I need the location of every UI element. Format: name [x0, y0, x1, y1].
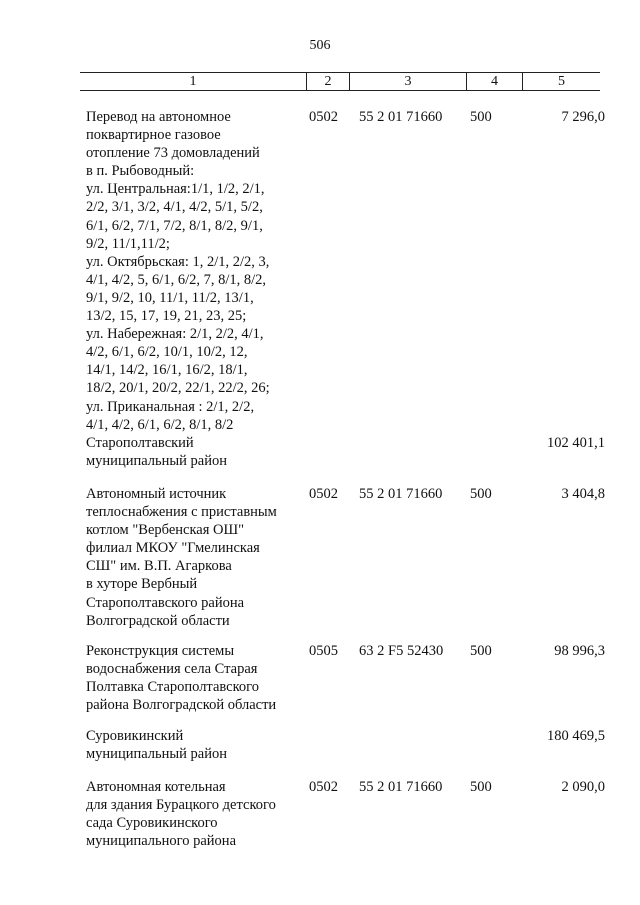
row-target-code: 63 2 F5 52430 — [359, 643, 444, 659]
column-header-2: 2 — [307, 73, 350, 90]
row-target-code: 55 2 01 71660 — [359, 486, 443, 502]
row-section-code: 0502 — [309, 109, 338, 125]
row-section-code: 0502 — [309, 486, 338, 502]
row-amount: 180 469,5 — [547, 728, 605, 744]
row-amount: 3 404,8 — [561, 486, 605, 502]
row-expense-type: 500 — [470, 109, 492, 125]
column-header-5: 5 — [558, 74, 565, 89]
row-name: Реконструкция системы водоснабжения села Старая Полтавка Старополтавского района Волгоградской области — [86, 643, 277, 714]
row-amount: 2 090,0 — [561, 779, 605, 795]
page-number: 506 — [309, 38, 331, 53]
row-amount: 98 996,3 — [554, 643, 605, 659]
table-header — [80, 72, 600, 91]
row-section-code: 0502 — [309, 779, 338, 795]
row-amount: 7 296,0 — [561, 109, 605, 125]
column-header-4: 4 — [467, 73, 523, 90]
row-name: Суровикинский муниципальный район — [86, 728, 227, 763]
row-target-code: 55 2 01 71660 — [359, 779, 443, 795]
row-expense-type: 500 — [470, 486, 492, 502]
column-header-1: 1 — [80, 73, 307, 90]
row-amount: 102 401,1 — [547, 435, 605, 451]
row-name: Старополтавский муниципальный район — [86, 435, 227, 470]
column-header-3: 3 — [350, 73, 467, 90]
row-name: Автономная котельная для здания Бурацкого детского сада Суровикинского муниципального района — [86, 779, 276, 850]
row-target-code: 55 2 01 71660 — [359, 109, 443, 125]
row-name: Перевод на автономное поквартирное газовое отопление 73 домовладений в п. Рыбоводный: ул. Центральная:1/1, 1/2, 2/1, 2/2, 3/1, 3/2, 4/1, 4/2, 5/1, 5/2, 6/1, 6/2, 7/1, 7/2, 8/1, 8/2, 9/1, 9/2, 11/1,11/2; ул. Октябрьская: 1, 2/1, 2/2, 3, 4/1, 4/2, 5, 6/1, 6/2, 7, 8/1, 8/2, 9/1, 9/2, 10, 11/1, 11/2, 13/1, 13/2, 15, 17, 19, 21, 23, 25; ул. Набережная: 2/1, 2/2, 4/1, 4/2, 6/1, 6/2, 10/1, 10/2, 12, 14/1, 14/2, 16/1, 16/2, 18/1, 18/2, 20/1, 20/2, 22/1, 22/2, 26; ул. Приканальная : 2/1, 2/2, 4/1, 4/2, 6/1, 6/2, 8/1, 8/2 — [86, 109, 270, 433]
row-expense-type: 500 — [470, 779, 492, 795]
row-section-code: 0505 — [309, 643, 338, 659]
row-expense-type: 500 — [470, 643, 492, 659]
row-name: Автономный источник теплоснабжения с приставным котлом "Вербенская ОШ" филиал МКОУ "Гмелинская СШ" им. В.П. Агаркова в хуторе Вербный Старополтавского района Волгоградской области — [86, 486, 277, 629]
